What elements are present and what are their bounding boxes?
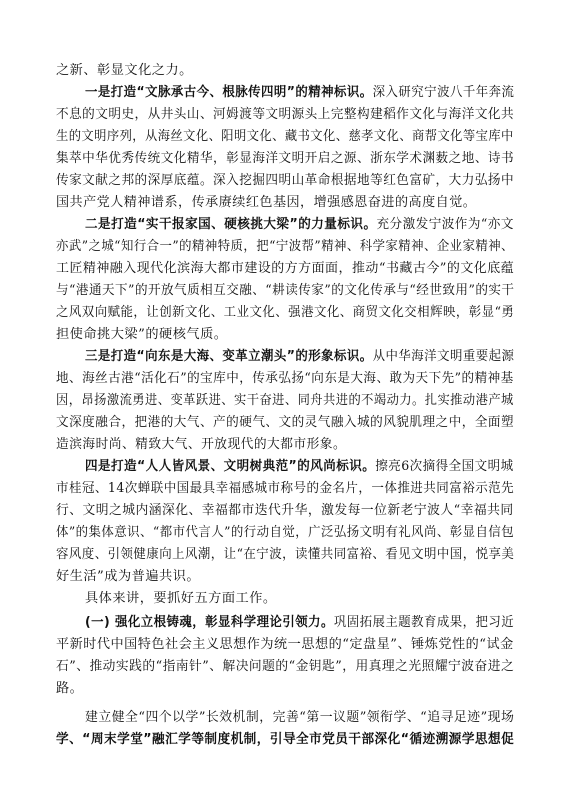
- text-line: [85, 612, 515, 634]
- text-line: [56, 500, 514, 522]
- text-line: [56, 258, 515, 280]
- body-text: 担使命挑大梁”的硬核气质。: [56, 327, 228, 342]
- body-text: 建立健全“四个以学”长效机制，完善“第一议题”领衔学、“追寻足迹”现场: [85, 710, 515, 725]
- body-text: 具体来讲，要抓好五方面工作。: [85, 591, 277, 606]
- body-text: 充分激发宁波作为“亦文: [376, 217, 514, 232]
- text-line: [56, 478, 515, 500]
- body-text: 从中华海洋文明重要起源: [372, 349, 515, 364]
- text-line: [56, 170, 515, 192]
- text-line: [56, 104, 515, 126]
- body-text: 容风度、引领健康向上风潮，让“在宁波，读懂共同富裕、看见文明中国，悦享美: [56, 547, 515, 562]
- text-line: [85, 456, 514, 478]
- body-text: 文深度融合，把港的大气、产的硬气、文的灵气融入城的风貌肌理之中，全面塑: [56, 415, 515, 430]
- bold-heading-text: (一) 强化立根铸魂，彰显科学理论引领力。: [85, 615, 334, 630]
- body-text: 巩固拓展主题教育成果，把习近: [333, 615, 515, 630]
- text-line: [56, 634, 512, 656]
- text-line: [85, 82, 515, 104]
- text-line: [56, 368, 514, 390]
- text-line: [56, 544, 515, 566]
- body-text: 平新时代中国特色社会主义思想作为统一思想的“定盘星”、锤炼党性的“试金: [56, 637, 514, 652]
- text-line: [56, 236, 514, 258]
- text-line: [56, 324, 240, 346]
- text-line: [56, 656, 515, 678]
- body-text: 不息的文明史，从井头山、河姆渡等文明源头上完整构建稻作文化与海洋文化共: [56, 107, 515, 122]
- text-line: [56, 522, 515, 544]
- text-line: [56, 566, 206, 588]
- body-text: 石”、推动实践的“指南针”、解决问题的“金钥匙”，用真理之光照耀宁波奋进之: [56, 659, 515, 674]
- text-line: [56, 390, 514, 412]
- text-line: [85, 707, 515, 729]
- body-text: 因，昂扬激流勇进、变革跃进、实干奋进、同舟共进的不竭动力。扎实推动港产城: [56, 393, 514, 408]
- text-line: [56, 126, 514, 148]
- body-text: 生的文明序列，从海丝文化、阳明文化、藏书文化、慈孝文化、商帮文化等宝库中: [56, 129, 514, 144]
- body-text: 国共产党人精神谱系，传承赓续红色基因，增强感恩奋进的高度自觉。: [56, 195, 477, 210]
- body-text: 之新、彰显文化之力。: [56, 63, 193, 78]
- body-text: 行、文明之城内涵深化、幸福都市迭代升华，激发每一位新老宁波人“幸福共同: [56, 503, 514, 518]
- text-line: [56, 192, 477, 214]
- body-text: 之风双向赋能，让创新文化、工业文化、强港文化、商贸文化交相辉映，彰显“勇: [56, 305, 515, 320]
- text-line: [56, 60, 514, 82]
- body-text: 地、海丝古港“活化石”的宝库中，传承弘扬“向东是大海、敢为天下先”的精神基: [56, 371, 514, 386]
- text-line: [85, 214, 514, 236]
- bold-heading-text: 三是打造“向东是大海、变革立潮头”的形象标识。: [85, 349, 373, 364]
- body-text: 好生活”成为普遍共识。: [56, 569, 201, 584]
- text-line: [56, 729, 515, 751]
- body-text: 传家文献之邦的深厚底蕴。深入挖掘四明山革命根据地等红色富矿，大力弘扬中: [56, 173, 515, 188]
- body-text: 深入研究宁波八千年奔流: [372, 85, 515, 100]
- text-line: [56, 280, 515, 302]
- text-line: [85, 346, 515, 368]
- body-text: 与“港通天下”的开放气质相互交融、“耕读传家”的文化传承与“经世致用”的实干: [56, 283, 515, 298]
- text-line: [56, 434, 347, 456]
- body-text: 市桂冠、14次蝉联中国最具幸福感城市称号的金名片，一体推进共同富裕示范先: [56, 481, 515, 496]
- body-text: 体”的集体意识、“都市代言人”的行动自觉，广泛弘扬文明有礼风尚、彰显自信包: [56, 525, 515, 540]
- body-text: 工匠精神融入现代化滨海大都市建设的方方面面，推动“书藏古今”的文化底蕴: [56, 261, 515, 276]
- body-text: 亦武”之城“知行合一”的精神特质，把“宁波帮”精神、科学家精神、企业家精神、: [56, 239, 514, 254]
- text-line: [56, 678, 86, 700]
- text-line: [56, 148, 515, 170]
- bold-heading-text: 二是打造“实干报家国、硬核挑大梁”的力量标识。: [85, 217, 377, 232]
- bold-heading-text: 四是打造“人人皆风景、文明树典范”的风尚标识。: [85, 459, 376, 474]
- body-text: 集萃中华优秀传统文化精华，彰显海洋文明开启之源、浙东学术渊薮之地、诗书: [56, 151, 515, 166]
- body-text: 造滨海时尚、精致大气、开放现代的大都市形象。: [56, 437, 347, 452]
- bold-heading-text: 学、“周末学堂”融汇学等制度机制，引导全市党员干部深化“循迹溯源学思想促: [56, 732, 515, 747]
- text-line: [85, 588, 285, 610]
- body-text: 路。: [56, 681, 84, 696]
- text-line: [56, 302, 515, 324]
- body-text: 擦亮6次摘得全国文明城: [375, 459, 514, 474]
- bold-heading-text: 一是打造“文脉承古今、根脉传四明”的精神标识。: [85, 85, 373, 100]
- text-line: [56, 412, 515, 434]
